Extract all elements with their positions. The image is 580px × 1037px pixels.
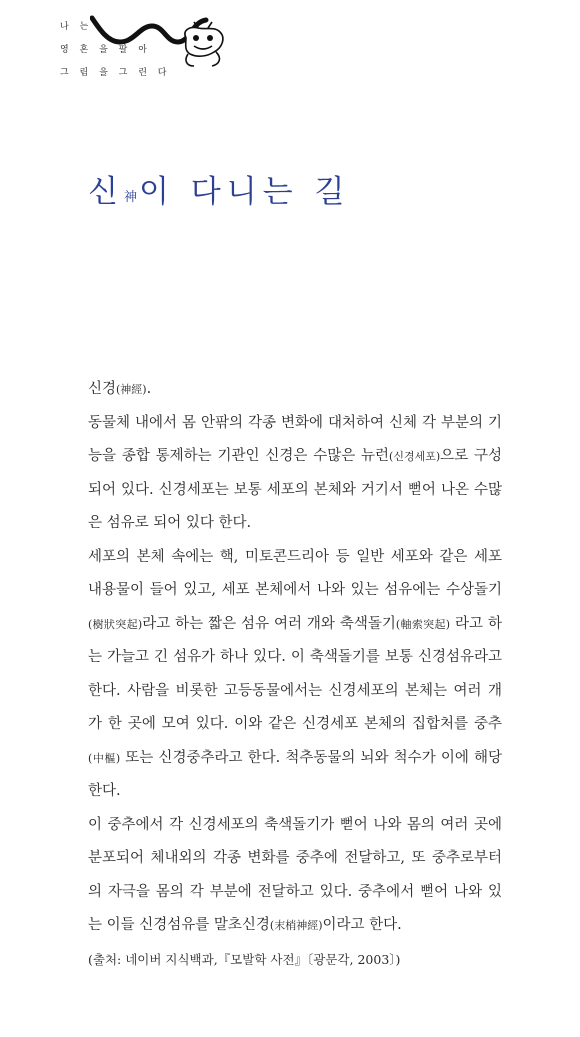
source-citation: (출처: 네이버 지식백과,『모발학 사전』〔광문각, 2003〕) — [88, 951, 401, 967]
paragraph: 세포의 본체 속에는 핵, 미토콘드리아 등 일반 세포와 같은 세포 내용물이 들어 있고, 세포 본체에서 나와 있는 섬유에는 수상돌기(樹狀突起)라고 하는 짧은 섬유 여러 개와 축색돌기(軸索突起) 라고 하는 가늘고 긴 섬유가 하나 있다. 이 축색돌기를 보통 신경섬유라고 한다. 사람을 비롯한 고등동물에서는 신경세포의 본체는 여러 개가 한 곳에 모여 있다. 이와 같은 신경세포 본체의 집합처를 중추(中樞) 또는 신경중추라고 한다. 척추동물의 뇌와 척수가 이에 해당한다. — [88, 548, 502, 799]
brush-stroke-illustration — [90, 8, 230, 72]
paragraph: 이 중추에서 각 신경세포의 축색돌기가 뻗어 나와 몸의 여러 곳에 분포되어 체내외의 각종 변화를 중추에 전달하고, 또 중추로부터의 자극을 몸의 각 부분에 전달하고 있다. 중추에서 뻗어 나와 있는 이들 신경섬유를 말초신경(末梢神經)이라고 한다. — [88, 816, 502, 933]
page-title: 신神이 다니는 길 — [88, 174, 351, 210]
title-hanja: 神 — [123, 190, 137, 205]
definition-line: 신경(神經). — [88, 381, 152, 397]
series-line: 영 혼 을 팔 아 — [60, 45, 151, 55]
series-line: 그 림 을 그 린 다 — [60, 68, 171, 78]
paragraph: 동물체 내에서 몸 안팎의 각종 변화에 대처하여 신체 각 부분의 기능을 종합 통제하는 기관인 신경은 수많은 뉴런(신경세포)으로 구성되어 있다. 신경세포는 보통 세포의 본체와 거기서 뻗어 나온 수많은 섬유로 되어 있다 한다. — [88, 414, 502, 531]
series-line: 나 는 — [60, 22, 93, 32]
article-body — [88, 373, 502, 976]
ink-creature-drawing — [185, 22, 223, 66]
